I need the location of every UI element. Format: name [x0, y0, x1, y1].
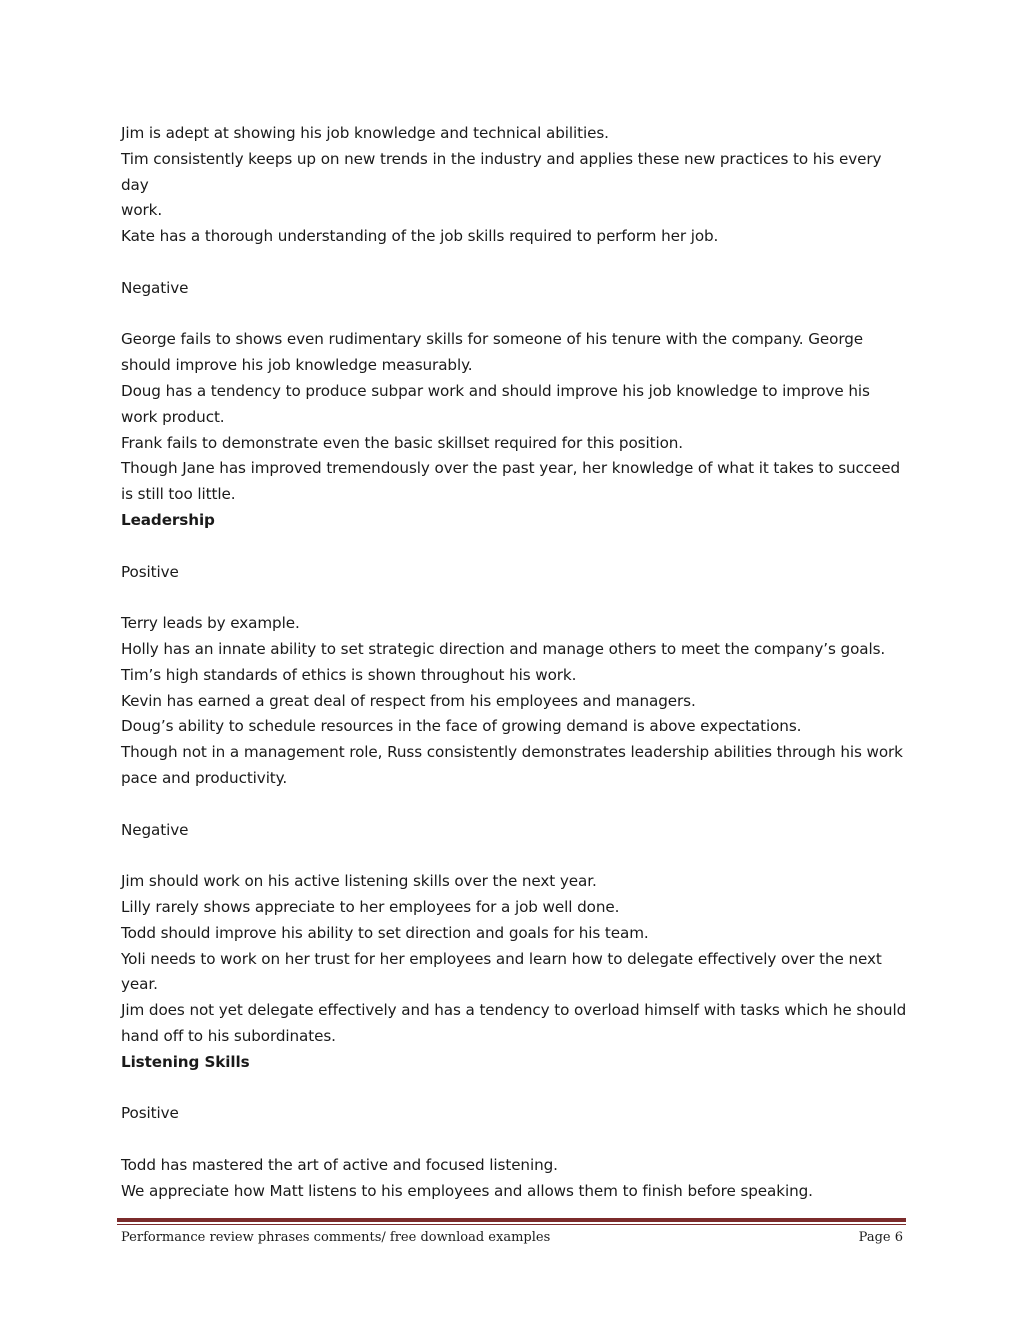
- blank-line: [121, 792, 911, 818]
- text-line: Though Jane has improved tremendously over the past year, her knowledge of what it takes to succeed: [121, 459, 901, 478]
- text-line: Doug has a tendency to produce subpar work and should improve his job knowledge to improve his: [121, 381, 870, 400]
- text-line: Doug’s ability to schedule resources in the face of growing demand is above expectations.: [121, 717, 802, 736]
- text-line: We appreciate how Matt listens to his employees and allows them to finish before speaking.: [121, 1181, 813, 1200]
- blank-line: [121, 843, 911, 869]
- footer-rule-thick: [117, 1218, 906, 1222]
- text-line: Tim’s high standards of ethics is shown throughout his work.: [121, 665, 577, 684]
- text-line: Yoli needs to work on her trust for her employees and learn how to delegate effectively over the next: [121, 949, 882, 968]
- text-line: Tim consistently keeps up on new trends in the industry and applies these new practices to his every day: [121, 149, 882, 194]
- page-number: Page 6: [858, 1230, 903, 1245]
- footer-title: Performance review phrases comments/ free download examples: [121, 1230, 551, 1245]
- text-line: Kevin has earned a great deal of respect from his employees and managers.: [121, 691, 696, 710]
- blank-line: [121, 1127, 911, 1153]
- section-heading-listening-skills: Listening Skills: [121, 1052, 250, 1071]
- subheading-negative: Negative: [121, 820, 189, 839]
- text-line: George fails to shows even rudimentary skills for someone of his tenure with the company. George: [121, 330, 864, 349]
- text-line: year.: [121, 975, 158, 994]
- subheading-positive: Positive: [121, 1104, 179, 1123]
- blank-line: [121, 1075, 911, 1101]
- text-line: work.: [121, 201, 163, 220]
- text-line: Terry leads by example.: [121, 614, 300, 633]
- blank-line: [121, 250, 911, 276]
- text-line: Jim is adept at showing his job knowledge and technical abilities.: [121, 124, 609, 142]
- footer-rule-thin: [117, 1224, 906, 1225]
- document-body: [121, 121, 911, 1204]
- blank-line: [121, 534, 911, 560]
- subheading-positive: Positive: [121, 562, 179, 581]
- text-line: Kate has a thorough understanding of the job skills required to perform her job.: [121, 227, 719, 246]
- text-line: Holly has an innate ability to set strategic direction and manage others to meet the company’s goals.: [121, 639, 886, 658]
- blank-line: [121, 302, 911, 328]
- text-line: work product.: [121, 407, 225, 426]
- text-line: pace and productivity.: [121, 768, 288, 787]
- text-line: hand off to his subordinates.: [121, 1026, 336, 1045]
- text-line: is still too little.: [121, 485, 236, 504]
- text-line: should improve his job knowledge measurably.: [121, 356, 473, 375]
- subheading-negative: Negative: [121, 278, 189, 297]
- text-line: Though not in a management role, Russ consistently demonstrates leadership abilities through his work: [121, 743, 903, 762]
- text-line: Todd should improve his ability to set direction and goals for his team.: [121, 923, 649, 942]
- blank-line: [121, 585, 911, 611]
- text-line: Todd has mastered the art of active and focused listening.: [121, 1155, 558, 1174]
- text-line: Jim does not yet delegate effectively and has a tendency to overload himself with tasks which he should: [121, 1001, 907, 1020]
- section-heading-leadership: Leadership: [121, 510, 215, 529]
- text-line: Frank fails to demonstrate even the basic skillset required for this position.: [121, 433, 684, 452]
- text-line: Lilly rarely shows appreciate to her employees for a job well done.: [121, 897, 620, 916]
- text-line: Jim should work on his active listening skills over the next year.: [121, 872, 597, 891]
